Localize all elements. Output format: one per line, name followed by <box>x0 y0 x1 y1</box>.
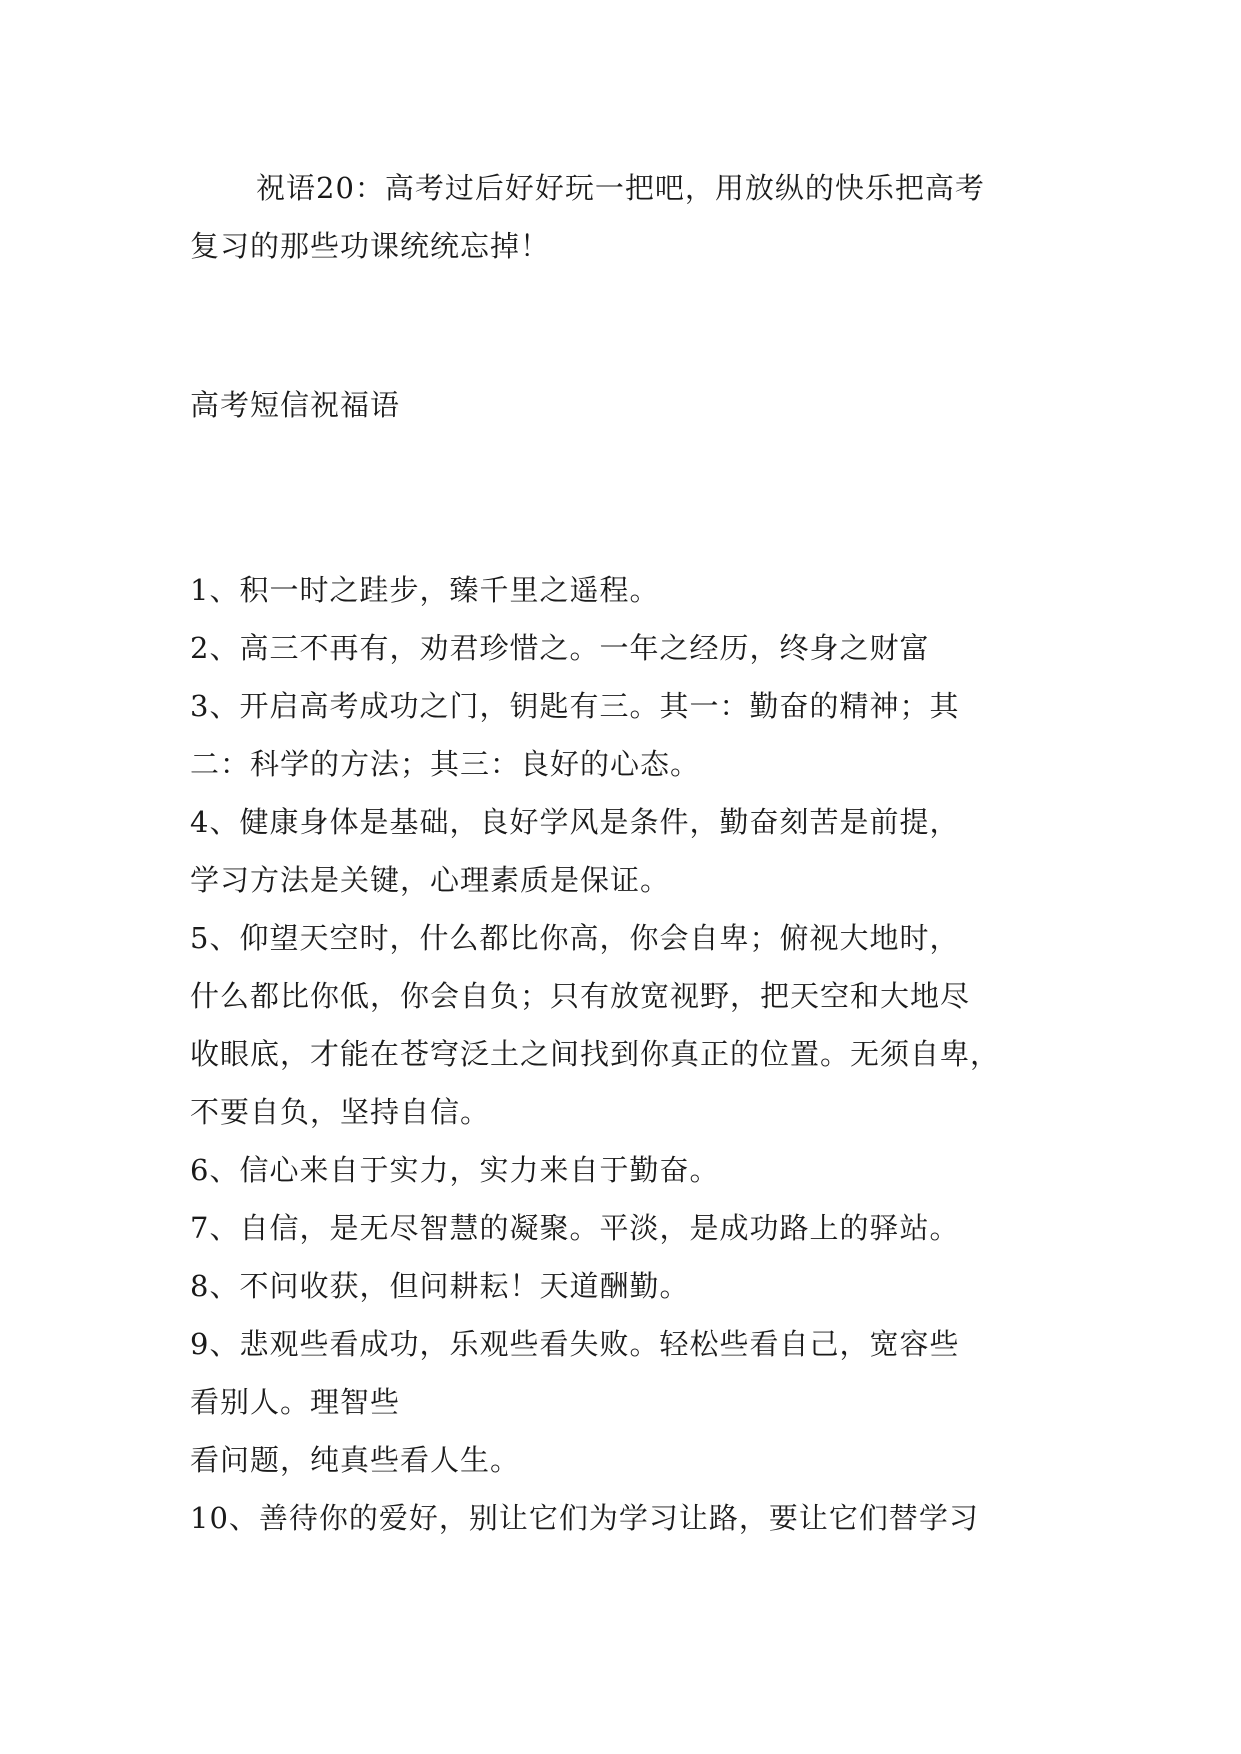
item-3-line-1: 3、开启高考成功之门，钥匙有三。其一：勤奋的精神；其 <box>190 689 960 723</box>
item-3-line-2: 二：科学的方法；其三：良好的心态。 <box>190 747 701 781</box>
item-9-line-3: 看问题，纯真些看人生。 <box>190 1443 521 1477</box>
item-7-line-1: 7、自信，是无尽智慧的凝聚。平淡，是成功路上的驿站。 <box>190 1211 960 1245</box>
item-4-line-1: 4、健康身体是基础，良好学风是条件，勤奋刻苦是前提， <box>190 805 960 839</box>
section-title: 高考短信祝福语 <box>190 388 401 422</box>
item-2-line-1: 2、高三不再有，劝君珍惜之。一年之经历，终身之财富 <box>190 631 930 665</box>
item-5-line-3: 收眼底，才能在苍穹泛土之间找到你真正的位置。无须自卑， <box>190 1037 1001 1071</box>
item-5-line-2: 什么都比你低，你会自负；只有放宽视野，把天空和大地尽 <box>190 979 971 1013</box>
item-5-line-4: 不要自负，坚持自信。 <box>190 1095 491 1129</box>
item-6-line-1: 6、信心来自于实力，实力来自于勤奋。 <box>190 1153 720 1187</box>
blessing-20-line-2: 复习的那些功课统统忘掉！ <box>190 229 551 263</box>
item-1-line-1: 1、积一时之跬步，臻千里之遥程。 <box>190 573 660 607</box>
item-10-line-1: 10、善待你的爱好，别让它们为学习让路，要让它们替学习 <box>190 1501 979 1535</box>
item-4-line-2: 学习方法是关键，心理素质是保证。 <box>190 863 671 897</box>
item-9-line-1: 9、悲观些看成功，乐观些看失败。轻松些看自己，宽容些 <box>190 1327 960 1361</box>
blessing-20-line-1: 祝语20：高考过后好好玩一把吧，用放纵的快乐把高考 <box>256 171 985 205</box>
item-8-line-1: 8、不问收获，但问耕耘！天道酬勤。 <box>190 1269 690 1303</box>
item-9-line-2: 看别人。理智些 <box>190 1385 401 1419</box>
item-5-line-1: 5、仰望天空时，什么都比你高，你会自卑；俯视大地时， <box>190 921 960 955</box>
